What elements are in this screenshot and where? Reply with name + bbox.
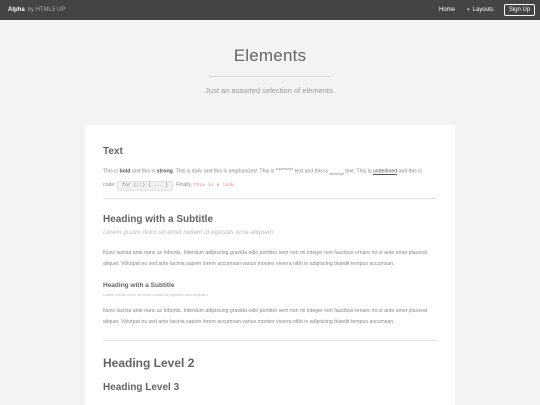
subscript-text: subscript [329, 171, 344, 176]
text-fragment: . This is [256, 168, 276, 175]
page-title: Elements [233, 46, 307, 65]
text-fragment: and this is [202, 168, 229, 175]
brand-name[interactable]: Alpha [8, 7, 25, 13]
brand-by: by HTML5 UP [27, 7, 66, 13]
text-fragment: text. This is [343, 168, 373, 175]
text-fragment: and this is [130, 168, 157, 175]
section-divider [103, 198, 437, 199]
text-fragment: text and this is [293, 168, 330, 175]
body-paragraph: Nunc lacinia ante nunc ac lobortis. Interdum adipiscing gravida odio porttitor sem non mi integer non faucibus ornare mi ut ante amet placerat aliquet. Volutpat eu sed ante lacinia sapien lorem accumsan varius montes viverra nibh in adipiscing blandit tempus accumsan. [103, 308, 428, 325]
emphasized-text: emphasized [228, 168, 257, 175]
body-paragraph: Nunc lacinia ante nunc ac lobortis. Interdum adipiscing gravida odio porttitor sem non mi integer non faucibus ornare mi ut ante amet placerat aliquet. Volutpat eu sed ante lacinia sapien lorem accumsan varius montes viverra nibh in adipiscing blandit tempus accumsan. [103, 250, 428, 267]
title-divider [209, 76, 330, 77]
nav-layouts-label: Layouts [472, 7, 494, 13]
superscript-text: superscript [275, 167, 294, 171]
signup-button[interactable]: Sign Up [504, 4, 535, 16]
nav-layouts-menu[interactable] [467, 0, 494, 20]
text-sample-paragraph [103, 164, 443, 191]
section-divider [103, 340, 437, 341]
chevron-down-icon: ▾ [467, 7, 470, 13]
page-subtitle: Just an assorted selection of elements. [205, 86, 335, 95]
text-fragment: . Finally, [173, 181, 194, 188]
bold-text: bold [119, 168, 131, 175]
text-fragment: code: [103, 181, 118, 188]
top-header-bar [0, 0, 540, 20]
text-fragment: . [233, 181, 236, 188]
underlined-text: underlined [372, 168, 398, 175]
heading-with-subtitle: Heading with a Subtitle [103, 214, 214, 225]
brand[interactable] [8, 0, 65, 20]
code-sample: for (;;) { ... } [117, 181, 173, 191]
text-heading: Text [103, 146, 123, 157]
italic-text: italic [192, 168, 203, 175]
subtitle-text: Lorem ipsum dolor sit amet nullam id egestas urna aliquam [103, 229, 274, 236]
small-heading-with-subtitle: Heading with a Subtitle [103, 282, 175, 289]
text-fragment: . This is [172, 168, 192, 175]
text-fragment: and this is [397, 168, 422, 175]
heading-level-3: Heading Level 3 [103, 382, 180, 393]
text-fragment: This is [103, 168, 120, 175]
small-subtitle-text: Lorem ipsum dolor sit amet nullam id egestas urna aliquam [103, 292, 208, 297]
inline-link[interactable]: this is a link [193, 182, 234, 188]
strong-text: strong [156, 168, 173, 175]
heading-level-2: Heading Level 2 [103, 356, 195, 370]
nav-home-link[interactable]: Home [439, 7, 456, 13]
